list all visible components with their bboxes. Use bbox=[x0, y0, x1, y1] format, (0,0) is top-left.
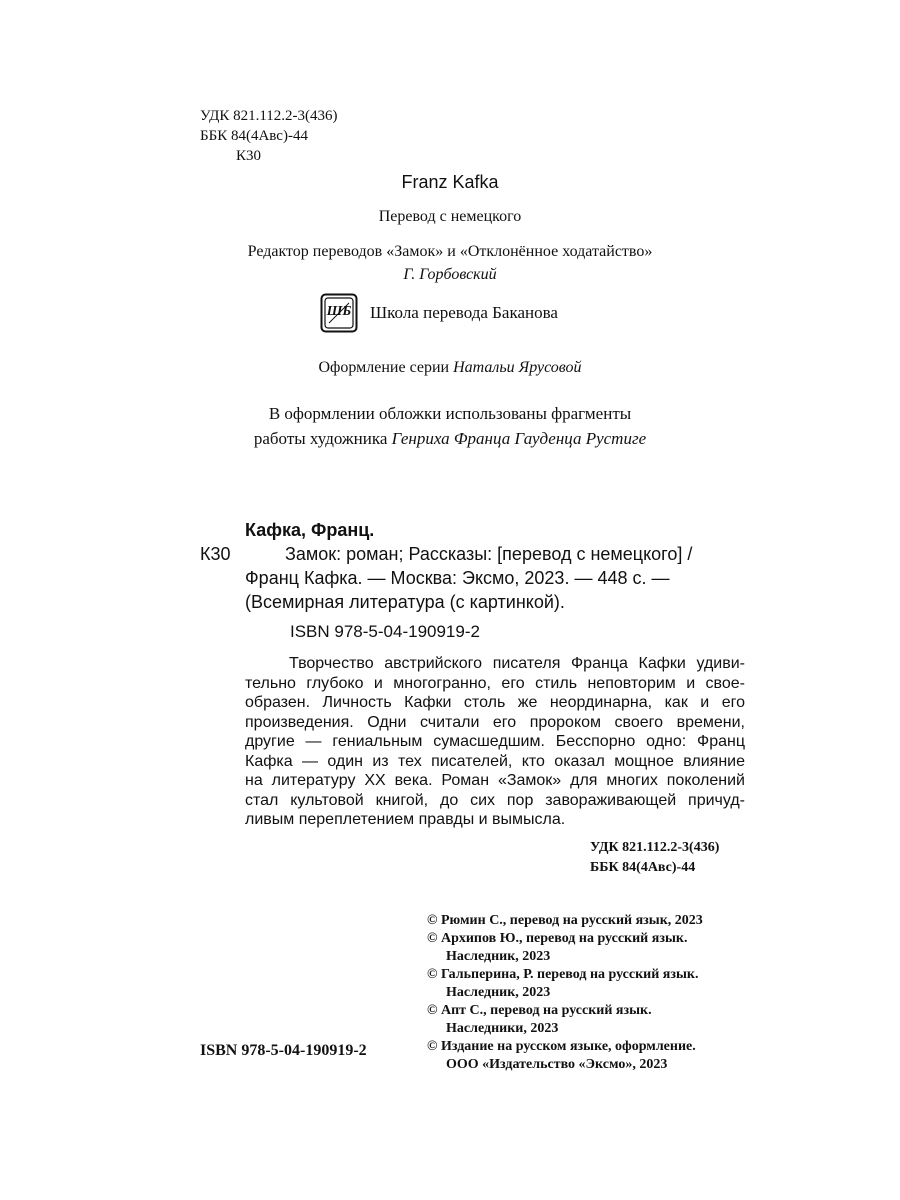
bbk-code-bottom: ББК 84(4Авс)-44 bbox=[590, 860, 696, 875]
copyright-line: Наследники, 2023 bbox=[446, 1021, 559, 1036]
annotation-line: Творчество австрийского писателя Франца Кафки удиви- bbox=[289, 655, 745, 672]
school-logo-letters: ШБ bbox=[326, 304, 352, 319]
catalog-isbn: ISBN 978-5-04-190919-2 bbox=[290, 622, 480, 641]
copyright-block bbox=[427, 912, 703, 1074]
editor-line: Редактор переводов «Замок» и «Отклонённое ходатайство» bbox=[247, 243, 653, 260]
annotation-line: другие — гениальным сумасшедшим. Бесспорно одно: Франц bbox=[245, 733, 745, 750]
author-code: К30 bbox=[236, 148, 262, 164]
school-logo-icon bbox=[320, 293, 358, 333]
catalog-line-1: Замок: роман; Рассказы: [перевод с немецкого] / bbox=[285, 544, 693, 564]
cover-credit-prefix: работы художника bbox=[253, 429, 388, 448]
udk-code-bottom: УДК 821.112.2-3(436) bbox=[590, 840, 720, 855]
bbk-code: ББК 84(4Авс)-44 bbox=[200, 128, 308, 144]
isbn-bottom: ISBN 978-5-04-190919-2 bbox=[200, 1042, 367, 1059]
series-design-label: Оформление серии bbox=[318, 359, 450, 376]
catalog-line-3: (Всемирная литература (с картинкой). bbox=[245, 592, 565, 612]
annotation-line: произведения. Одни считали его пророком своего времени, bbox=[245, 713, 745, 731]
copyright-line: © Издание на русском языке, оформление. bbox=[427, 1039, 696, 1054]
copyright-line: Наследник, 2023 bbox=[446, 985, 551, 1000]
copyright-line: © Апт С., перевод на русский язык. bbox=[427, 1003, 652, 1018]
cover-credit-line1: В оформлении обложки использованы фрагменты bbox=[268, 404, 632, 423]
copyright-line: © Архипов Ю., перевод на русский язык. bbox=[427, 931, 688, 946]
annotation-line: образен. Личность Кафки столь же неординарна, как и его bbox=[245, 694, 745, 711]
annotation bbox=[245, 654, 745, 830]
copyright-line: © Гальперина, Р. перевод на русский язык. bbox=[427, 967, 699, 982]
series-designer: Натальи Ярусовой bbox=[453, 359, 582, 376]
classification-bottom bbox=[590, 838, 719, 878]
annotation-line: на литературу XX века. Роман «Замок» для многих поколений bbox=[245, 772, 745, 789]
copyright-line: ООО «Издательство «Эксмо», 2023 bbox=[446, 1057, 668, 1072]
annotation-line: Кафка — один из тех писателей, кто оказал мощное влияние bbox=[245, 752, 745, 770]
translated-from: Перевод с немецкого bbox=[378, 208, 522, 225]
catalog-code: К30 bbox=[200, 544, 231, 564]
editor-name: Г. Горбовский bbox=[403, 266, 497, 283]
author-latin: Franz Kafka bbox=[401, 172, 499, 192]
cover-artist: Генриха Франца Гауденца Рустиге bbox=[391, 429, 647, 448]
catalog-author: Кафка, Франц. bbox=[245, 520, 375, 540]
annotation-line: тельно глубоко и многогранно, его стиль неповторим и свое- bbox=[245, 674, 745, 692]
classification-top bbox=[200, 106, 338, 166]
catalog-line-2: Франц Кафка. — Москва: Эксмо, 2023. — 448 с. — bbox=[245, 568, 670, 588]
series-design bbox=[0, 359, 900, 377]
annotation-line: стал культовой книгой, до сих пор завораживающей причуд- bbox=[245, 791, 745, 809]
school-name: Школа перевода Баканова bbox=[370, 303, 558, 322]
udk-code: УДК 821.112.2-3(436) bbox=[200, 108, 338, 124]
copyright-line: © Рюмин С., перевод на русский язык, 2023 bbox=[427, 913, 703, 928]
annotation-line: ливым переплетением правды и вымысла. bbox=[245, 811, 566, 828]
copyright-line: Наследник, 2023 bbox=[446, 949, 551, 964]
cover-credit-line2 bbox=[0, 429, 900, 449]
